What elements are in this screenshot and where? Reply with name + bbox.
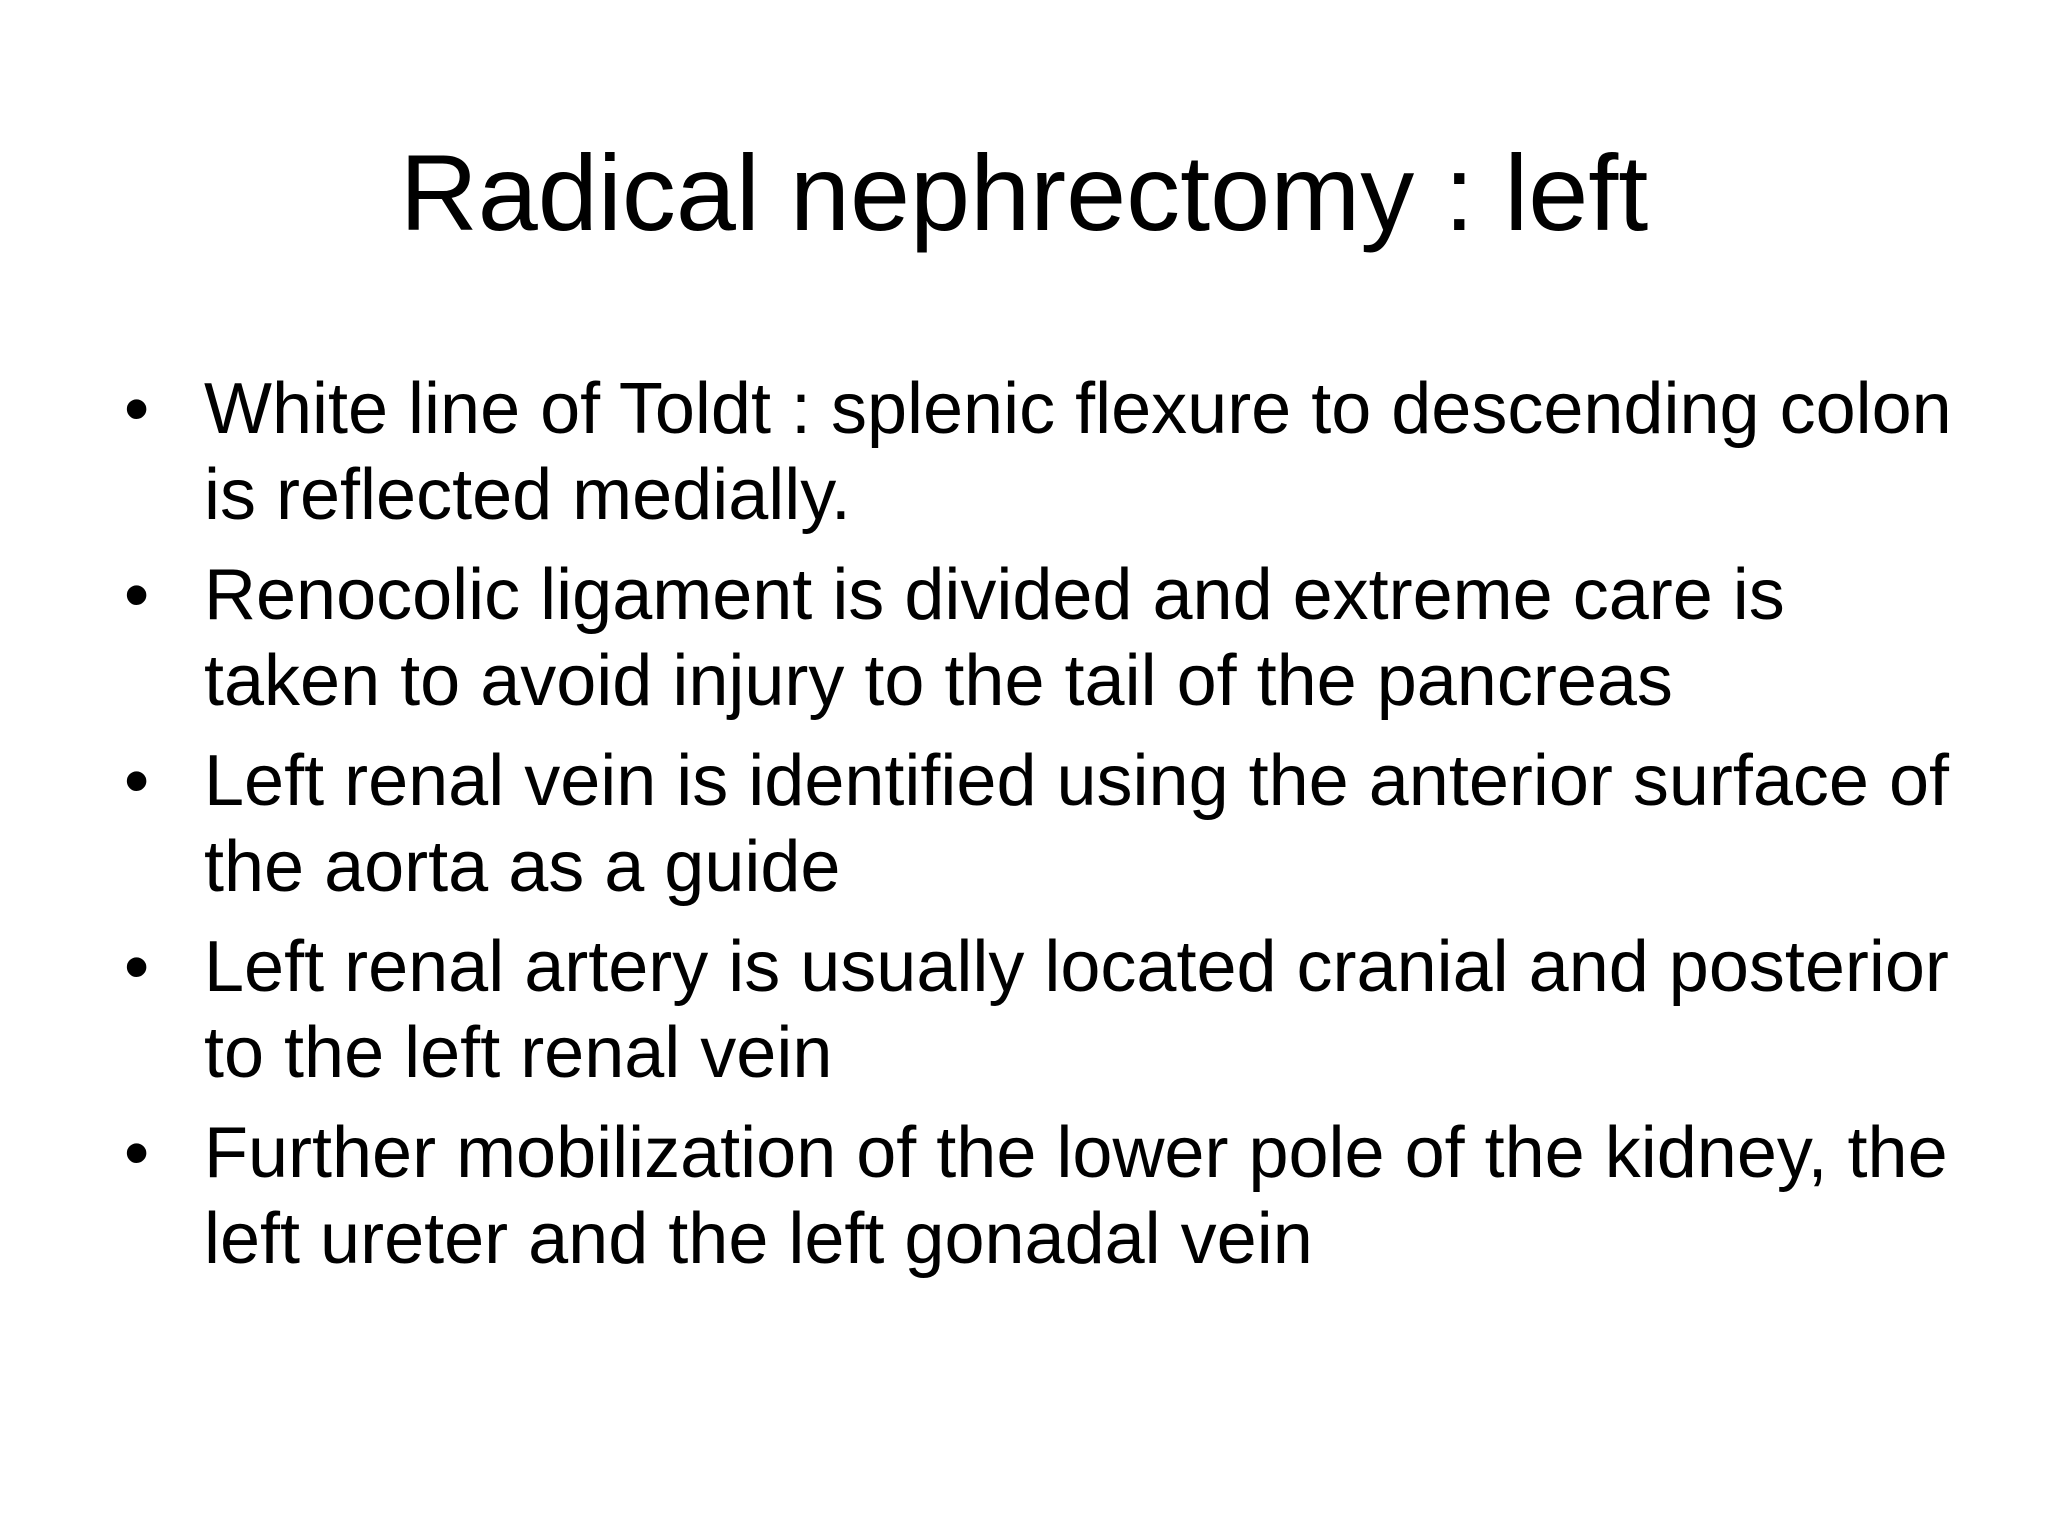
bullet-text: White line of Toldt : splenic flexure to descending colon is reflected medially. bbox=[204, 369, 1952, 535]
bullet-item bbox=[118, 738, 1958, 910]
bullet-dot-icon: • bbox=[124, 1113, 150, 1193]
bullet-text: Left renal artery is usually located cranial and posterior to the left renal vein bbox=[204, 927, 1949, 1093]
bullet-item bbox=[118, 924, 1958, 1096]
bullet-item bbox=[118, 1110, 1958, 1282]
bullet-dot-icon: • bbox=[124, 369, 150, 449]
bullet-list bbox=[118, 366, 1958, 1296]
bullet-text: Renocolic ligament is divided and extreme care is taken to avoid injury to the tail of the pancreas bbox=[204, 555, 1785, 721]
bullet-text: Left renal vein is identified using the anterior surface of the aorta as a guide bbox=[204, 741, 1950, 907]
bullet-item bbox=[118, 366, 1958, 538]
bullet-item bbox=[118, 552, 1958, 724]
bullet-dot-icon: • bbox=[124, 741, 150, 821]
slide-title: Radical nephrectomy : left bbox=[399, 132, 1649, 253]
bullet-dot-icon: • bbox=[124, 927, 150, 1007]
bullet-text: Further mobilization of the lower pole of the kidney, the left ureter and the left gonadal vein bbox=[204, 1113, 1948, 1279]
bullet-dot-icon: • bbox=[124, 555, 150, 635]
